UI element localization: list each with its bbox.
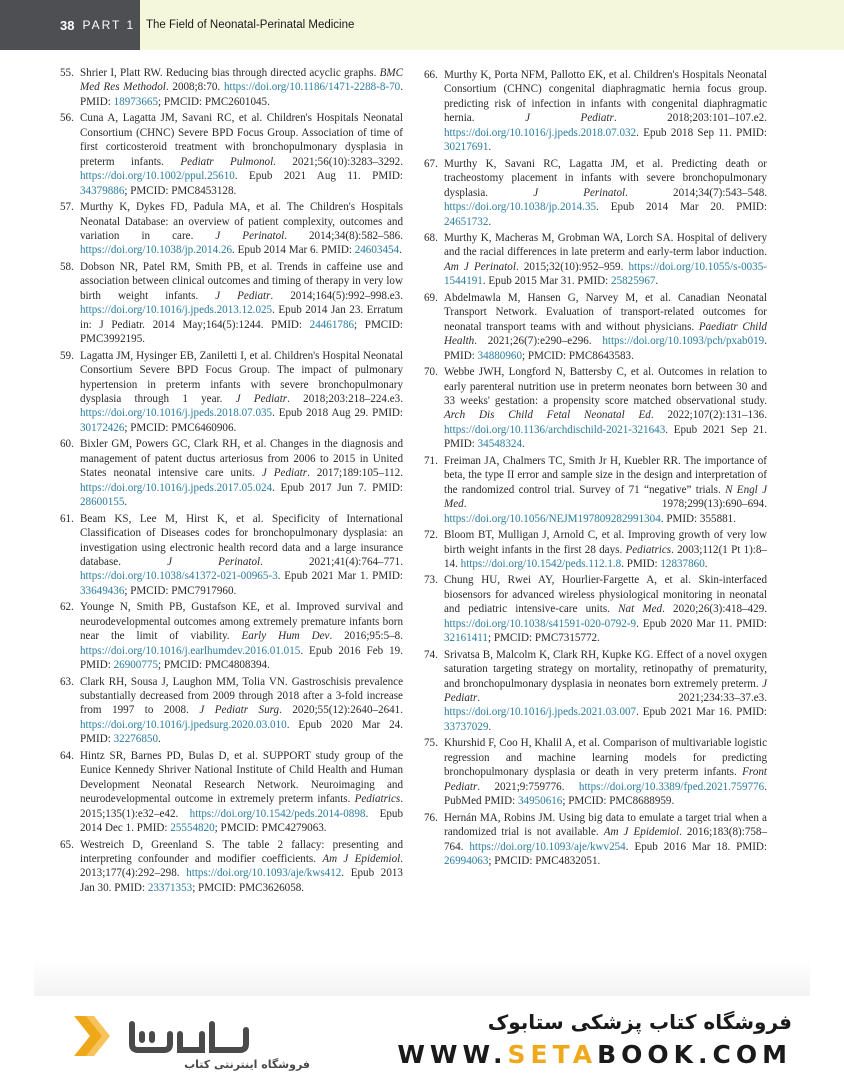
- reference-pmcid: ; PMCID: PMC6460906.: [124, 421, 237, 434]
- reference-epub: . Epub 2021 Aug 11. PMID:: [234, 170, 403, 183]
- pmid-link[interactable]: 32161411: [444, 632, 488, 645]
- reference-item: [60, 749, 403, 836]
- reference-journal: J Perinatol: [533, 186, 626, 199]
- pmid-link[interactable]: 24603454: [354, 244, 400, 257]
- pmid-link[interactable]: 34548324: [477, 438, 522, 451]
- store-url-accent: SETA: [507, 1040, 598, 1069]
- reference-pmcid: ; PMCID: PMC8688959.: [562, 795, 675, 808]
- doi-link[interactable]: https://doi.org/10.1542/peds.112.1.8: [460, 557, 622, 570]
- reference-journal: N Engl J Med: [444, 483, 767, 511]
- doi-link[interactable]: https://doi.org/10.1056/NEJM197809282991304: [444, 512, 661, 525]
- reference-journal: Paediatr Child Health: [444, 320, 767, 348]
- reference-journal: Pediatr Pulmonol: [180, 155, 274, 168]
- reference-pmcid: ; PMCID: PMC2601045.: [157, 95, 270, 108]
- reference-item: [424, 365, 767, 452]
- store-url-prefix: WWW.: [397, 1040, 508, 1069]
- reference-number: 74.: [424, 648, 438, 661]
- reference-citation: . 2003;112(1 Pt 1):8–14.: [444, 543, 767, 570]
- reference-number: 59.: [60, 349, 74, 362]
- reference-pmcid: .: [488, 215, 492, 228]
- reference-item: [60, 349, 403, 436]
- pmid-link[interactable]: 34950616: [517, 795, 563, 808]
- doi-link[interactable]: https://doi.org/10.3389/fped.2021.759776: [578, 780, 765, 793]
- reference-citation: . 2021;234:33–37.e3.: [477, 692, 767, 705]
- pmid-link[interactable]: 24461786: [309, 318, 355, 331]
- reference-pmcid: ; PMCID: PMC4832051.: [488, 855, 601, 868]
- doi-link[interactable]: https://doi.org/10.1186/1471-2288-8-70: [223, 81, 401, 94]
- reference-citation: . 2017;189:105–112.: [307, 467, 404, 480]
- reference-journal: J Pediatr: [261, 467, 308, 480]
- reference-epub: . Epub 2015 Mar 31. PMID:: [482, 275, 612, 288]
- reference-epub: . Epub 2018 Sep 11. PMID:: [636, 126, 767, 139]
- doi-link[interactable]: https://doi.org/10.1016/j.jpeds.2017.05.024: [80, 481, 273, 494]
- reference-journal: Arch Dis Child Fetal Neonatal Ed: [444, 409, 651, 422]
- reference-epub: . PMID:: [80, 81, 403, 108]
- reference-item: [60, 437, 403, 509]
- pmid-link[interactable]: 33737029: [444, 720, 489, 733]
- reference-authors-title: Dobson NR, Patel RM, Smith PB, et al. Trends in caffeine use and association between clinical outcomes and timing of therapy in very low birth weight infants.: [80, 260, 403, 302]
- reference-pmcid: ; PMCID: PMC4279063.: [214, 822, 327, 835]
- pmid-link[interactable]: 12837860: [660, 557, 705, 570]
- reference-journal: Pediatrics: [625, 543, 672, 556]
- reference-epub: . Epub 2016 Mar 18. PMID:: [625, 840, 768, 853]
- reference-journal: Early Hum Dev: [241, 630, 330, 643]
- reference-citation: . 2021;9:759776.: [477, 780, 579, 793]
- reference-pmcid: .: [655, 275, 659, 288]
- reference-journal: Nat Med: [618, 603, 663, 616]
- reference-journal: J Pediatr Surg: [199, 704, 280, 717]
- reference-item: [424, 811, 767, 869]
- reference-authors-title: Hernán MA, Robins JM. Using big data to emulate a target trial when a randomized trial is not available.: [444, 811, 767, 839]
- reference-pmcid: ; PMCID: PMC3626058.: [192, 881, 305, 894]
- reference-item: [60, 66, 403, 109]
- reference-epub: . Epub 2021 Mar 1. PMID:: [277, 570, 403, 583]
- pmid-link[interactable]: 34880960: [477, 349, 522, 362]
- reference-epub: . PMID:: [621, 557, 661, 570]
- reference-number: 67.: [424, 157, 438, 170]
- reference-journal: J Pediatr: [215, 289, 271, 302]
- reference-number: 62.: [60, 601, 74, 614]
- reference-item: [424, 573, 767, 645]
- reference-item: [424, 291, 767, 363]
- reference-pmcid: .: [124, 496, 128, 509]
- reference-journal: Am J Epidemiol: [603, 826, 680, 839]
- doi-link[interactable]: https://doi.org/10.1038/jp.2014.35: [444, 201, 597, 214]
- reference-number: 57.: [60, 201, 74, 214]
- page-bottom-shade: [34, 960, 810, 996]
- reference-authors-title: Bixler GM, Powers GC, Clark RH, et al. Changes in the diagnosis and management of patent ductus arteriosus from 2006 to 2015 in United States neonatal intensive care units.: [80, 438, 403, 480]
- reference-citation: . 2020;55(12):2640–2641.: [279, 704, 404, 717]
- reference-epub: . Epub 2014 Dec 1. PMID:: [80, 807, 404, 835]
- reference-authors-title: Younge N, Smith PB, Gustafson KE, et al. Improved survival and neurodevelopmental outcomes among extremely premature infants born near the limit of viability.: [80, 601, 403, 643]
- reference-journal: J Pediatr: [525, 112, 614, 125]
- reference-item: [60, 260, 403, 347]
- reference-item: [60, 512, 403, 599]
- pmid-link[interactable]: 34379886: [80, 184, 125, 197]
- reference-number: 72.: [424, 529, 438, 542]
- logo-caption: فروشگاه اینترنتی کتاب: [184, 1058, 310, 1071]
- reference-pmcid: ; PMCID: PMC8643583.: [521, 349, 634, 362]
- reference-authors-title: Webbe JWH, Longford N, Battersby C, et al. Outcomes in relation to early parenteral nutrition use in preterm neonates born between 30 and 33 weeks' gestation: a propensity score matched observational study.: [444, 366, 767, 407]
- reference-number: 65.: [60, 838, 74, 851]
- reference-number: 58.: [60, 260, 74, 273]
- reference-number: 56.: [60, 112, 74, 125]
- reference-epub: . Epub 2021 Sep 21. PMID:: [444, 423, 767, 451]
- pmid-link[interactable]: 24651732: [444, 215, 489, 228]
- doi-link[interactable]: https://doi.org/10.1038/s41372-021-00965-3: [80, 570, 278, 583]
- reference-item: [60, 111, 403, 198]
- reference-citation: . 2022;107(2):131–136.: [650, 409, 768, 422]
- store-name: فروشگاه کتاب پزشکی ستابوک: [487, 1010, 792, 1034]
- pmid-link[interactable]: 26900775: [113, 659, 158, 672]
- reference-epub: . Epub 2014 Mar 6. PMID:: [232, 244, 355, 257]
- store-info: [397, 1010, 792, 1069]
- reference-citation: . 2016;95:5–8.: [329, 630, 403, 643]
- reference-pmcid: .: [521, 438, 525, 451]
- reference-epub: . Epub 2013 Jan 30. PMID:: [80, 867, 403, 894]
- reference-item: [60, 600, 403, 672]
- reference-epub: . Epub 2014 Mar 20. PMID:: [596, 201, 767, 214]
- pmid-link[interactable]: 26994063: [444, 855, 489, 868]
- reference-epub: . Epub 2020 Mar 11. PMID:: [636, 617, 767, 630]
- doi-link[interactable]: https://doi.org/10.1136/archdischild-2021-321643: [444, 423, 666, 436]
- reference-journal: J Perinatol: [167, 555, 261, 568]
- reference-journal: J Perinatol: [215, 229, 285, 242]
- reference-epub: . Epub 2014 Jan 23. Erratum in: J Pediatr. 2014 May;164(5):1244. PMID:: [80, 304, 403, 331]
- doi-link[interactable]: https://doi.org/10.1542/peds.2014-0898: [189, 807, 366, 820]
- reference-number: 76.: [424, 811, 438, 824]
- reference-number: 68.: [424, 231, 438, 244]
- reference-citation: . 2016;183(8):758–764.: [444, 826, 768, 853]
- reference-item: [424, 68, 767, 155]
- reference-authors-title: Lagatta JM, Hysinger EB, Zaniletti I, et al. Children's Hospital Neonatal Consortium Severe BPD Focus Group. The impact of pulmonary hypertension in preterm infants with severe bronchopulmonary dysplasia through 1 year.: [80, 349, 403, 405]
- reference-citation: . 2018;203:218–224.e3.: [287, 392, 403, 405]
- reference-column-left: [60, 66, 403, 897]
- reference-authors-title: Beam KS, Lee M, Hirst K, et al. Specificity of International Classification of Diseases codes for bronchopulmonary dysplasia: an investigation using electronic health record data and a large insurance database.: [80, 512, 403, 568]
- reference-number: 66.: [424, 69, 438, 81]
- doi-link[interactable]: https://doi.org/10.1093/aje/kwv254: [469, 840, 626, 853]
- reference-item: [60, 838, 403, 896]
- reference-authors-title: Freiman JA, Chalmers TC, Smith Jr H, Kuebler RR. The importance of beta, the type II error and sample size in the design and interpretation of the randomized control trial. Survey of 71 “negative” trials.: [444, 454, 767, 496]
- doi-link[interactable]: https://doi.org/10.1016/j.jpeds.2018.07.035: [80, 407, 273, 420]
- reference-epub: . Epub 2021 Mar 16. PMID:: [636, 706, 767, 719]
- reference-citation: . 2008;8:70.: [165, 81, 224, 94]
- reference-journal: J Pediatr: [235, 392, 288, 405]
- reference-journal: Front Pediatr: [444, 766, 767, 793]
- doi-link[interactable]: https://doi.org/10.1016/j.jpedsurg.2020.03.010: [80, 718, 287, 731]
- reference-pmcid: ; PMCID: PMC3992195.: [80, 318, 403, 346]
- reference-authors-title: Murthy K, Savani RC, Lagatta JM, et al. Predicting death or tracheostomy placement in infants with severe bronchopulmonary dysplasia.: [444, 157, 767, 199]
- reference-item: [424, 528, 767, 571]
- reference-pmcid: ; PMCID: PMC7917960.: [124, 584, 237, 597]
- reference-pmcid: .: [157, 733, 161, 746]
- store-url[interactable]: [397, 1040, 792, 1069]
- reference-item: [424, 157, 767, 229]
- pmid-link[interactable]: 33649436: [80, 584, 125, 597]
- reference-authors-title: Shrier I, Platt RW. Reducing bias through directed acyclic graphs.: [80, 67, 380, 79]
- reference-item: [424, 231, 767, 289]
- reference-number: 55.: [60, 67, 74, 79]
- reference-authors-title: Khurshid F, Coo H, Khalil A, et al. Comparison of multivariable logistic regression and machine learning models for predicting bronchopulmonary dysplasia or death in very preterm infants.: [444, 737, 767, 779]
- reference-journal: Pediatrics: [354, 793, 401, 806]
- reference-epub: . PMID:: [660, 512, 700, 525]
- reference-authors-title: Cuna A, Lagatta JM, Savani RC, et al. Children's Hospitals Neonatal Consortium (CHNC) Severe BPD Focus Group. Association of time of first corticosteroid treatment with bronchopulmonary dysplasia in preterm infants.: [80, 112, 403, 168]
- doi-link[interactable]: https://doi.org/10.1016/j.jpeds.2013.12.025: [80, 304, 273, 317]
- chapter-title: The Field of Neonatal-Perinatal Medicine: [146, 19, 355, 31]
- doi-link[interactable]: https://doi.org/10.1016/j.jpeds.2021.03.007: [444, 706, 637, 719]
- doi-link[interactable]: https://doi.org/10.1002/ppul.25610: [80, 170, 235, 183]
- pmid-link[interactable]: 25554820: [170, 822, 215, 835]
- reference-number: 71.: [424, 454, 438, 467]
- part-label: PART 1: [82, 18, 136, 32]
- reference-epub: . Epub 2017 Jun 7. PMID:: [272, 481, 403, 494]
- reference-citation: . 2015;32(10):952–959.: [515, 260, 629, 273]
- reference-citation: . 2013;177(4):292–298.: [80, 853, 404, 880]
- reference-pmcid: .: [704, 557, 708, 570]
- reference-citation: . 2014;164(5):992–998.e3.: [270, 289, 403, 302]
- pmid-link[interactable]: 25825967: [611, 275, 656, 288]
- reference-authors-title: Murthy K, Macheras M, Grobman WA, Lorch SA. Hospital of delivery and the racial differences in late preterm and early-term labor induction.: [444, 231, 767, 259]
- reference-epub: . Epub 2018 Aug 29. PMID:: [272, 407, 403, 420]
- reference-epub: . PMID:: [444, 335, 767, 362]
- reference-authors-title: Westreich D, Greenland S. The table 2 fallacy: presenting and interpreting confounder and modifier coefficients.: [80, 838, 403, 866]
- doi-link[interactable]: https://doi.org/10.1093/aje/kws412: [186, 867, 342, 880]
- reference-item: [424, 736, 767, 808]
- reference-item: [60, 675, 403, 747]
- reference-epub: . Epub 2016 Feb 19. PMID:: [80, 644, 403, 672]
- page-number: 38: [60, 17, 75, 33]
- reference-authors-title: Abdelmawla M, Hansen G, Narvey M, et al. Canadian Neonatal Transport Network. Evaluation of transport-related outcomes for neonatal transport teams with and without physicians.: [444, 291, 767, 333]
- reference-citation: . 2021;41(4):764–771.: [260, 555, 403, 568]
- reference-epub: . PubMed PMID:: [444, 780, 767, 808]
- reference-authors-title: Chung HU, Rwei AY, Hourlier-Fargette A, et al. Skin-interfaced biosensors for advanced wireless physiological monitoring in neonatal and pediatric intensive-care units.: [444, 574, 767, 616]
- reference-citation: . 2014;34(8):582–586.: [284, 229, 403, 242]
- setabook-logo: [72, 1010, 312, 1072]
- reference-authors-title: Hintz SR, Barnes PD, Bulas D, et al. SUPPORT study group of the Eunice Kennedy Shriver National Institute of Child Health and Human Development Neonatal Research Network. Neuroimaging and neurodevelopmental outcome in extremely preterm infants.: [80, 749, 403, 806]
- reference-pmcid: ; PMCID: PMC7315772.: [487, 632, 600, 645]
- doi-link[interactable]: https://doi.org/10.1038/jp.2014.26: [80, 244, 233, 257]
- reference-journal: Am J Epidemiol: [322, 853, 401, 866]
- reference-item: [424, 648, 767, 735]
- reference-authors-title: Murthy K, Porta NFM, Pallotto EK, et al. Children's Hospitals Neonatal Consortium (CHNC) congenital diaphragmatic hernia focus group. predicting risk of infection in infants with congenital diaphragmatic hernia.: [444, 69, 767, 125]
- header-page-block: [0, 0, 140, 50]
- reference-pmcid: 355881.: [699, 512, 736, 525]
- pmid-link[interactable]: 23371353: [147, 881, 193, 894]
- reference-pmcid: ; PMCID: PMC8453128.: [124, 184, 237, 197]
- reference-number: 75.: [424, 737, 438, 750]
- reference-citation: . 2021;56(10):3283–3292.: [273, 155, 403, 168]
- reference-citation: . 2020;26(3):418–429.: [662, 603, 768, 616]
- reference-number: 63.: [60, 675, 74, 688]
- pmid-link[interactable]: 28600155: [80, 496, 125, 509]
- reference-citation: . 2018;203:101–107.e2.: [613, 112, 767, 125]
- chevron-logo-icon: [74, 1016, 110, 1056]
- pmid-link[interactable]: 18973665: [113, 95, 158, 108]
- reference-pmcid: ; PMCID: PMC4808394.: [157, 659, 270, 672]
- reference-citation: . 2014;34(7):543–548.: [625, 186, 768, 199]
- pmid-link[interactable]: 30217691: [444, 141, 489, 154]
- pmid-link[interactable]: 32276850: [113, 733, 158, 746]
- reference-pmcid: .: [488, 141, 492, 154]
- reference-item: [60, 200, 403, 258]
- reference-authors-title: Srivatsa B, Malcolm K, Clark RH, Kupke KG. Effect of a novel oxygen saturation targeting strategy on mortality, retinopathy of prematurity, and bronchopulmonary dysplasia in neonates born extremely preterm.: [444, 648, 767, 690]
- reference-item: [424, 454, 767, 526]
- reference-pmcid: .: [488, 720, 492, 733]
- reference-number: 70.: [424, 366, 438, 379]
- reference-column-right: [424, 68, 767, 870]
- reference-journal: Am J Perinatol: [444, 260, 516, 273]
- doi-link[interactable]: https://doi.org/10.1093/pch/pxab019: [602, 335, 765, 348]
- reference-journal: J Pediatr: [444, 677, 767, 705]
- doi-link[interactable]: https://doi.org/10.1016/j.jpeds.2018.07.032: [444, 126, 637, 139]
- running-header: [0, 0, 844, 50]
- reference-journal: BMC Med Res Methodol: [80, 67, 403, 94]
- reference-pmcid: .: [399, 244, 402, 257]
- reference-number: 69.: [424, 291, 438, 304]
- pmid-link[interactable]: 30172426: [80, 421, 125, 434]
- reference-epub: . Epub 2020 Mar 24. PMID:: [80, 718, 403, 746]
- doi-link[interactable]: https://doi.org/10.1016/j.earlhumdev.2016.01.015: [80, 644, 301, 657]
- reference-citation: . 2021;26(7):e290–e296.: [474, 335, 603, 348]
- reference-number: 61.: [60, 512, 74, 525]
- reference-authors-title: Bloom BT, Mulligan J, Arnold C, et al. Improving growth of very low birth weight infants in the first 28 days.: [444, 529, 767, 556]
- reference-number: 64.: [60, 749, 74, 762]
- reference-citation: . 2015;135(1):e32–e42.: [80, 793, 403, 820]
- reference-number: 73.: [424, 574, 438, 587]
- store-url-suffix: BOOK.COM: [597, 1040, 792, 1069]
- reference-authors-title: Murthy K, Dykes FD, Padula MA, et al. The Children's Hospitals Neonatal Database: an overview of patient complexity, outcomes and variation in care.: [80, 201, 403, 242]
- doi-link[interactable]: https://doi.org/10.1055/s-0035-1544191: [444, 260, 767, 288]
- reference-citation: . 1978;299(13):690–694.: [463, 498, 767, 511]
- reference-authors-title: Clark RH, Sousa J, Laughon MM, Tolia VN. Gastroschisis prevalence substantially decreased from 2009 through 2018 after a 3-fold increase from 1997 to 2008.: [80, 675, 403, 717]
- logo-wordmark: [132, 1024, 246, 1050]
- doi-link[interactable]: https://doi.org/10.1038/s41591-020-0792-9: [444, 617, 637, 630]
- reference-number: 60.: [60, 438, 74, 451]
